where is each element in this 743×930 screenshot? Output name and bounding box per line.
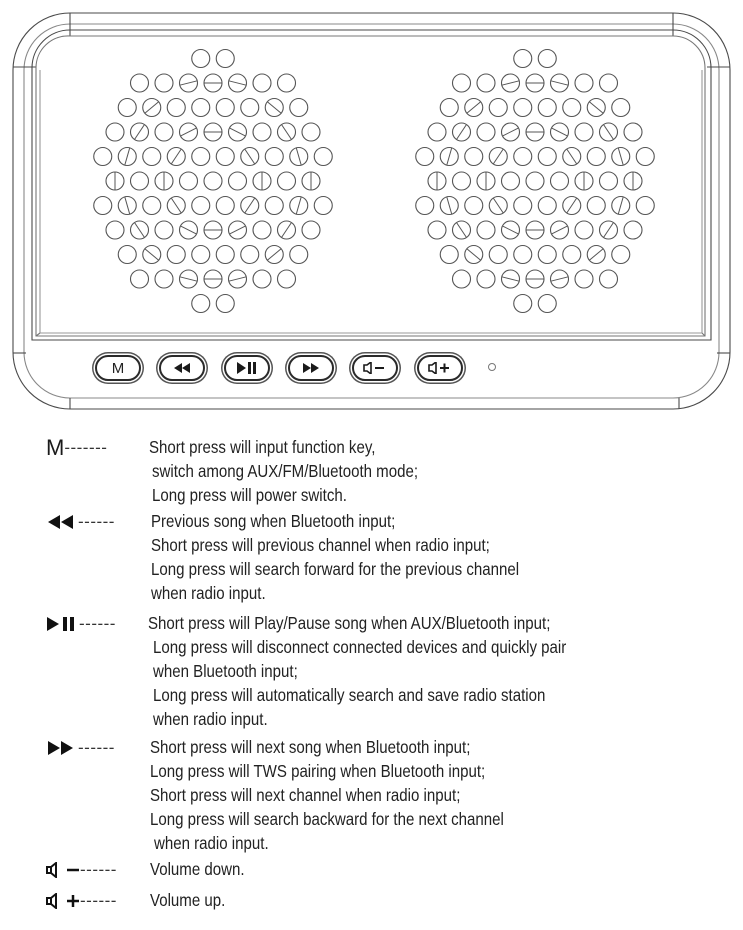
legend-line: when radio input. <box>154 833 269 853</box>
legend-line: when radio input. <box>151 583 266 603</box>
volume-up-button[interactable] <box>417 355 463 381</box>
play-pause-icon <box>46 616 78 632</box>
legend-line: Long press will automatically search and save radio station <box>153 685 546 705</box>
legend-line: Short press will previous channel when radio input; <box>151 535 490 555</box>
minus-icon <box>66 862 80 878</box>
legend-line: Short press will input function key, <box>149 437 376 457</box>
legend-line: Volume up. <box>150 890 226 910</box>
led-indicator <box>488 363 496 371</box>
dash-leader: ------- <box>64 438 108 457</box>
play-pause-button[interactable] <box>224 355 270 381</box>
volume-down-button[interactable] <box>352 355 398 381</box>
mode-button[interactable] <box>95 355 141 381</box>
legend-line: Long press will power switch. <box>152 485 347 505</box>
legend-line: Long press will search backward for the next channel <box>150 809 504 829</box>
mode-letter: M <box>111 359 125 377</box>
rewind-icon <box>46 515 76 529</box>
dash-leader: ------ <box>78 738 115 757</box>
speaker-plus-icon <box>428 362 452 374</box>
next-button[interactable] <box>288 355 334 381</box>
legend-line: Short press will Play/Pause song when AUX/Bluetooth input; <box>148 613 551 633</box>
play-pause-icon <box>236 362 258 374</box>
speaker-device-illustration <box>0 0 743 420</box>
speaker-icon <box>46 862 62 878</box>
legend-line: Volume down. <box>150 859 245 879</box>
right-speaker-grille <box>416 50 655 313</box>
legend-line: Short press will next channel when radio input; <box>150 785 461 805</box>
dash-leader: ------ <box>78 512 115 531</box>
legend-line: Long press will disconnect connected devices and quickly pair <box>153 637 567 657</box>
fast-forward-icon <box>46 741 76 755</box>
legend-line: when Bluetooth input; <box>153 661 298 681</box>
dash-leader: ------ <box>80 860 117 879</box>
legend-line: Short press will next song when Bluetooth input; <box>150 737 471 757</box>
dash-leader: ------ <box>79 614 116 633</box>
dash-leader: ------ <box>80 891 117 910</box>
rewind-icon <box>172 363 192 373</box>
plus-icon <box>66 893 80 909</box>
legend-line: Long press will search forward for the previous channel <box>151 559 520 579</box>
speaker-minus-icon <box>363 362 387 374</box>
legend-line: Previous song when Bluetooth input; <box>151 511 396 531</box>
speaker-icon <box>46 893 62 909</box>
legend-line: Long press will TWS pairing when Bluetooth input; <box>150 761 486 781</box>
left-speaker-grille <box>94 50 333 313</box>
legend-line: when radio input. <box>153 709 268 729</box>
previous-button[interactable] <box>159 355 205 381</box>
mode-key-label: M <box>46 435 65 460</box>
legend-line: switch among AUX/FM/Bluetooth mode; <box>152 461 419 481</box>
fast-forward-icon <box>301 363 321 373</box>
